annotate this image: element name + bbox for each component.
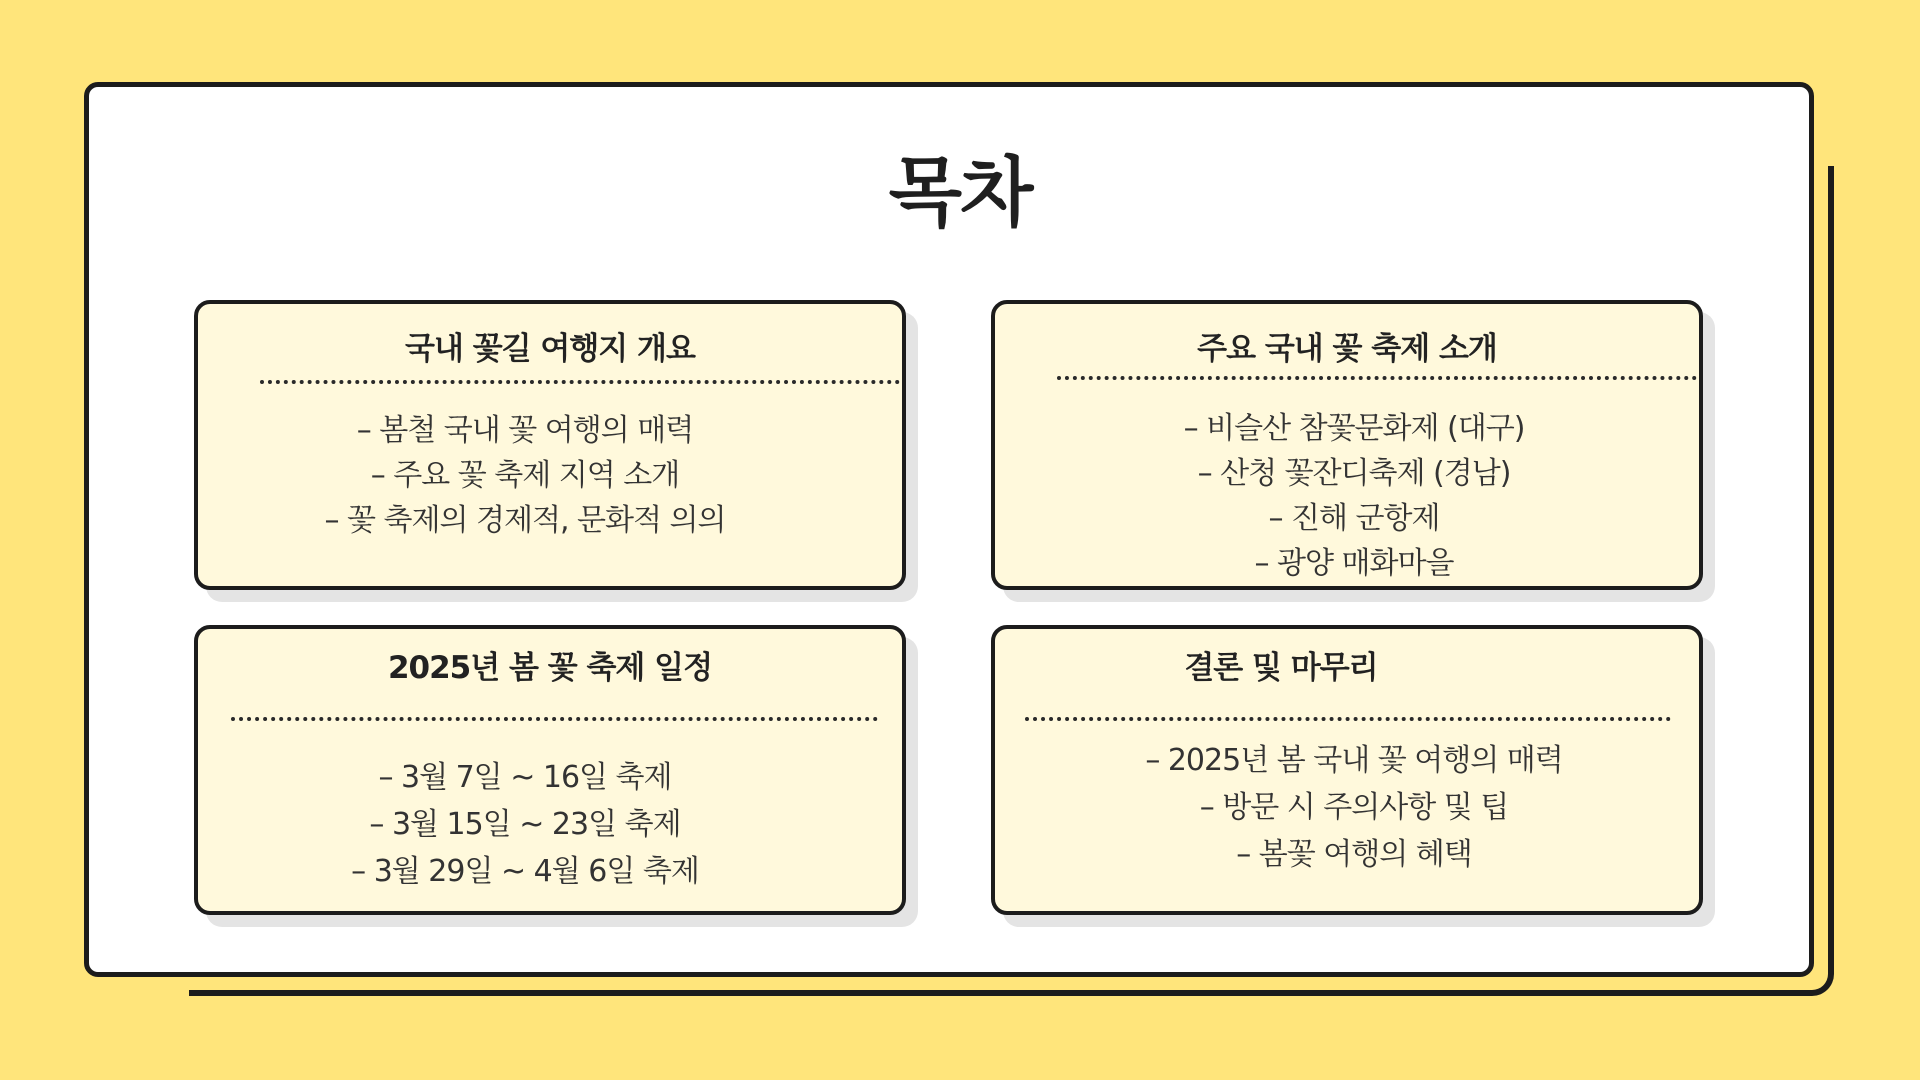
list-item: – 광양 매화마을 [1254,546,1454,581]
toc-card-conclusion [991,625,1703,915]
list-item: – 비슬산 참꽃문화제 (대구) [1183,411,1525,446]
list-item: – 2025년 봄 국내 꽃 여행의 매력 [1145,743,1563,778]
list-item: – 진해 군항제 [1268,501,1440,536]
list-item: – 봄철 국내 꽃 여행의 매력 [356,413,694,448]
list-item: – 3월 7일 ~ 16일 축제 [378,760,672,795]
card-title: 결론 및 마무리 [1184,650,1378,686]
list-item: – 3월 29일 ~ 4월 6일 축제 [351,854,699,889]
dotted-divider [1057,376,1697,380]
toc-card-overview [194,300,906,590]
toc-card-festivals [991,300,1703,590]
card-item-list [198,754,902,895]
list-item: – 주요 꽃 축제 지역 소개 [370,458,680,493]
card-item-list [995,406,1699,586]
card-title: 국내 꽃길 여행지 개요 [405,331,695,367]
card-title: 2025년 봄 꽃 축제 일정 [387,650,713,686]
list-item: – 3월 15일 ~ 23일 축제 [369,807,681,842]
card-item-list [995,737,1699,878]
dotted-divider [260,380,900,384]
list-item: – 산청 꽃잔디축제 (경남) [1197,456,1511,491]
list-item: – 꽃 축제의 경제적, 문화적 의의 [324,503,726,538]
list-item: – 봄꽃 여행의 혜택 [1236,837,1472,872]
card-item-list [198,408,902,543]
page-title: 목차 [888,148,1032,237]
toc-card-schedule [194,625,906,915]
dotted-divider [231,717,878,721]
dotted-divider [1025,717,1671,721]
list-item: – 방문 시 주의사항 및 팁 [1199,790,1509,825]
card-title: 주요 국내 꽃 축제 소개 [1197,331,1497,367]
